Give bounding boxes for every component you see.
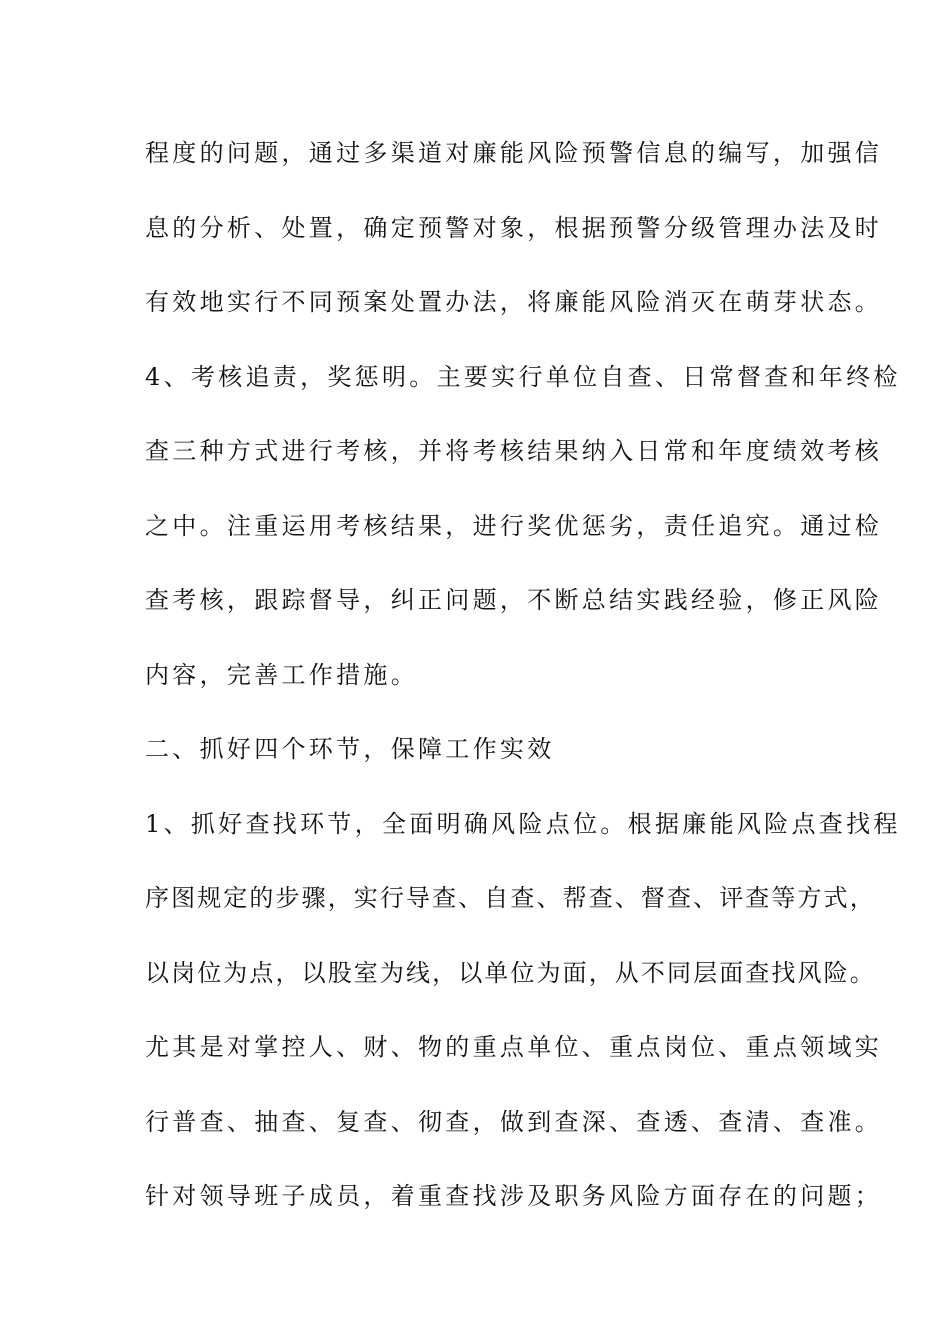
text-line: 查三种方式进行考核，并将考核结果纳入日常和年度绩效考核	[145, 437, 883, 465]
text-line: 有效地实行不同预案处置办法，将廉能风险消灭在萌芽状态。	[145, 288, 883, 316]
text-line: 1、抓好查找环节，全面明确风险点位。根据廉能风险点查找程	[145, 809, 901, 838]
text-line: 尤其是对掌控人、财、物的重点单位、重点岗位、重点领域实	[145, 1033, 883, 1061]
text-line: 以岗位为点，以股室为线，以单位为面，从不同层面查找风险。	[145, 958, 876, 987]
text-line: 查考核，跟踪督导，纠正问题，不断总结实践经验，修正风险	[145, 586, 883, 614]
text-line: 序图规定的步骤，实行导查、自查、帮查、督查、评查等方式，	[145, 884, 876, 912]
text-line: 程度的问题，通过多渠道对廉能风险预警信息的编写，加强信	[145, 139, 883, 167]
text-line: 行普查、抽查、复查、彻查，做到查深、查透、查清、查准。	[145, 1107, 883, 1136]
text-line: 针对领导班子成员，着重查找涉及职务风险方面存在的问题；	[145, 1182, 883, 1210]
text-line: 内容，完善工作措施。	[145, 660, 418, 689]
section-heading: 二、抓好四个环节，保障工作实效	[145, 735, 555, 763]
text-line: 息的分析、处置，确定预警对象，根据预警分级管理办法及时	[145, 213, 883, 242]
text-line: 之中。注重运用考核结果，进行奖优惩劣，责任追究。通过检	[145, 511, 883, 540]
body-text	[145, 126, 901, 1244]
text-line: 4、考核追责，奖惩明。主要实行单位自查、日常督查和年终检	[145, 362, 901, 391]
